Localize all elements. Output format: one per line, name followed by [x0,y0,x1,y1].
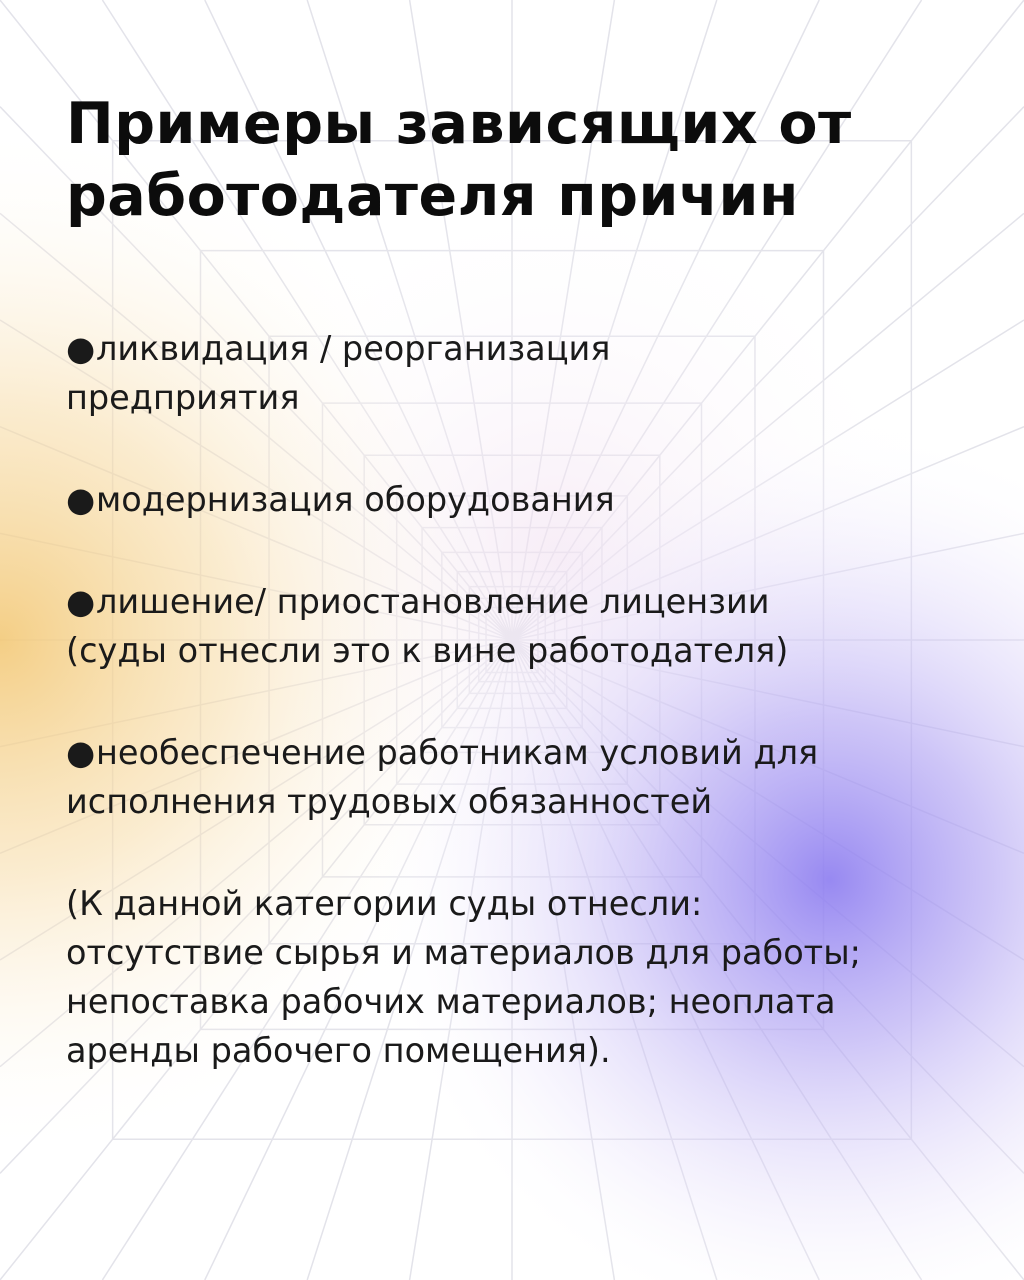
list-item [66,577,986,675]
note-line: непоставка рабочих материалов; неоплата [66,982,836,1021]
note-line: (К данной категории суды отнесли: [66,884,703,923]
list-item [66,475,986,524]
slide-content [66,88,986,1109]
list-item-text: лишение/ приостановление лицензии [96,582,770,621]
list-item-text: исполнения трудовых обязанностей [66,782,713,821]
title-line: Примеры зависящих от [66,91,852,157]
note-line: аренды рабочего помещения). [66,1031,611,1070]
bullet-icon: ● [66,733,96,772]
page-title [66,88,986,232]
bullet-icon: ● [66,329,96,368]
list-item-text: необеспечение работникам условий для [96,733,819,772]
list-item-text: предприятия [66,378,300,417]
list-item [66,728,986,826]
bullet-icon: ● [66,582,96,621]
title-line: работодателя причин [66,163,799,229]
list-item-text: (суды отнесли это к вине работодателя) [66,631,789,670]
bullet-icon: ● [66,480,96,519]
reasons-list [66,324,986,826]
list-item-text: ликвидация / реорганизация [96,329,611,368]
note-line: отсутствие сырья и материалов для работы; [66,933,861,972]
list-item [66,324,986,422]
court-note [66,879,986,1075]
list-item-text: модернизация оборудования [96,480,615,519]
